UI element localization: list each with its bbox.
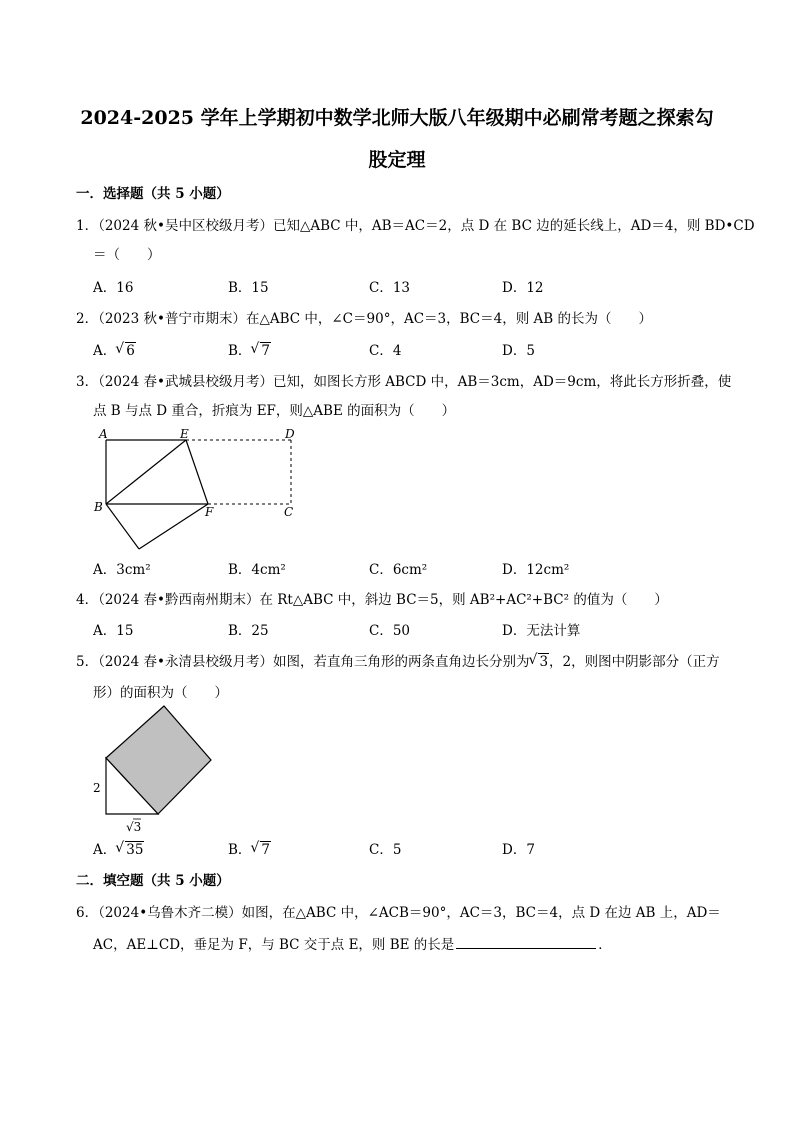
question-2-stem: 2．（2023 秋•普宁市期末）在△ABC 中，∠C＝90°，AC＝3，BC＝4，则 AB 的长为（ ） (76, 311, 652, 327)
section-heading-choice: 一．选择题（共 5 小题） (76, 186, 230, 202)
question-5-stem-line2: 形）的面积为（ ） (93, 685, 228, 701)
question-3-rectangle-fold-figure (88, 424, 308, 556)
question-1-option-c: C．13 (369, 280, 411, 296)
question-4-option-d: D．无法计算 (502, 623, 581, 639)
question-4-option-a: A．15 (93, 623, 134, 639)
question-5-stem-line1: 5．（2024 春•永清县校级月考）如图，若直角三角形的两条直角边长分别为√ 3，2，则图中阴影部分（正方 (76, 652, 720, 672)
question-2-option-a: A．√ 6 (93, 341, 136, 361)
question-3-stem-line1: 3．（2024 春•武城县校级月考）已知，如图长方形 ABCD 中，AB＝3cm，AD＝9cm，将此长方形折叠，使 (76, 374, 732, 390)
question-5-option-c: C．5 (369, 842, 402, 858)
page-title-line2: 股定理 (368, 149, 426, 171)
question-3-option-b: B．4cm² (228, 562, 286, 578)
answer-blank[interactable] (456, 934, 596, 949)
folded-edge-2 (139, 504, 208, 549)
question-6-stem-line1: 6．（2024•乌鲁木齐二模）如图，在△ABC 中，∠ACB＝90°，AC＝3，BC＝4，点 D 在边 AB 上，AD＝ (76, 905, 721, 921)
question-1-option-b: B．15 (228, 280, 269, 296)
question-2-option-d: D．5 (502, 343, 535, 359)
question-2-option-c: C．4 (369, 343, 402, 359)
label-side-2: 2 (93, 781, 101, 795)
label-base-sqrt3: √3 (126, 820, 142, 834)
question-6-stem-line2: AC，AE⊥CD，垂足为 F，与 BC 交于点 E，则 BE 的长是 ． (93, 934, 612, 955)
folded-edge-1 (106, 504, 139, 549)
question-5-option-d: D．7 (502, 842, 535, 858)
page-title-line1: 2024-2025 学年上学期初中数学北师大版八年级期中必刷常考题之探索勾 (80, 107, 714, 129)
question-3-option-d: D．12cm² (502, 562, 570, 578)
question-1-stem-line2: ＝（ ） (93, 247, 161, 263)
question-4-stem: 4．（2024 春•黔西南州期末）在 Rt△ABC 中，斜边 BC＝5，则 AB²+AC²+BC² 的值为（ ） (76, 592, 668, 608)
label-b: B (94, 500, 103, 514)
segment-be (106, 440, 186, 504)
question-5-option-b: B．√ 7 (228, 840, 271, 860)
segment-ef (186, 440, 208, 504)
question-1-stem-line1: 1．（2024 秋•吴中区校级月考）已知△ABC 中，AB＝AC＝2，点 D 在 BC 边的延长线上，AD＝4，则 BD•CD (76, 218, 755, 234)
question-1-option-d: D．12 (502, 280, 544, 296)
label-f: F (205, 505, 214, 519)
question-3-stem-line2: 点 B 与点 D 重合，折痕为 EF，则△ABE 的面积为（ ） (93, 403, 456, 419)
question-4-option-c: C．50 (369, 623, 411, 639)
label-c: C (284, 505, 294, 519)
label-e: E (180, 427, 189, 441)
question-5-option-a: A．√ 35 (93, 840, 144, 860)
question-3-option-c: C．6cm² (369, 562, 428, 578)
label-d: D (285, 427, 295, 441)
label-a: A (99, 427, 108, 441)
question-1-option-a: A．16 (93, 280, 134, 296)
question-3-option-a: A．3cm² (93, 562, 151, 578)
question-5-square-triangle-figure (88, 704, 218, 836)
question-4-option-b: B．25 (228, 623, 269, 639)
section-heading-fill: 二．填空题（共 5 小题） (76, 873, 230, 889)
question-2-option-b: B．√ 7 (228, 341, 271, 361)
